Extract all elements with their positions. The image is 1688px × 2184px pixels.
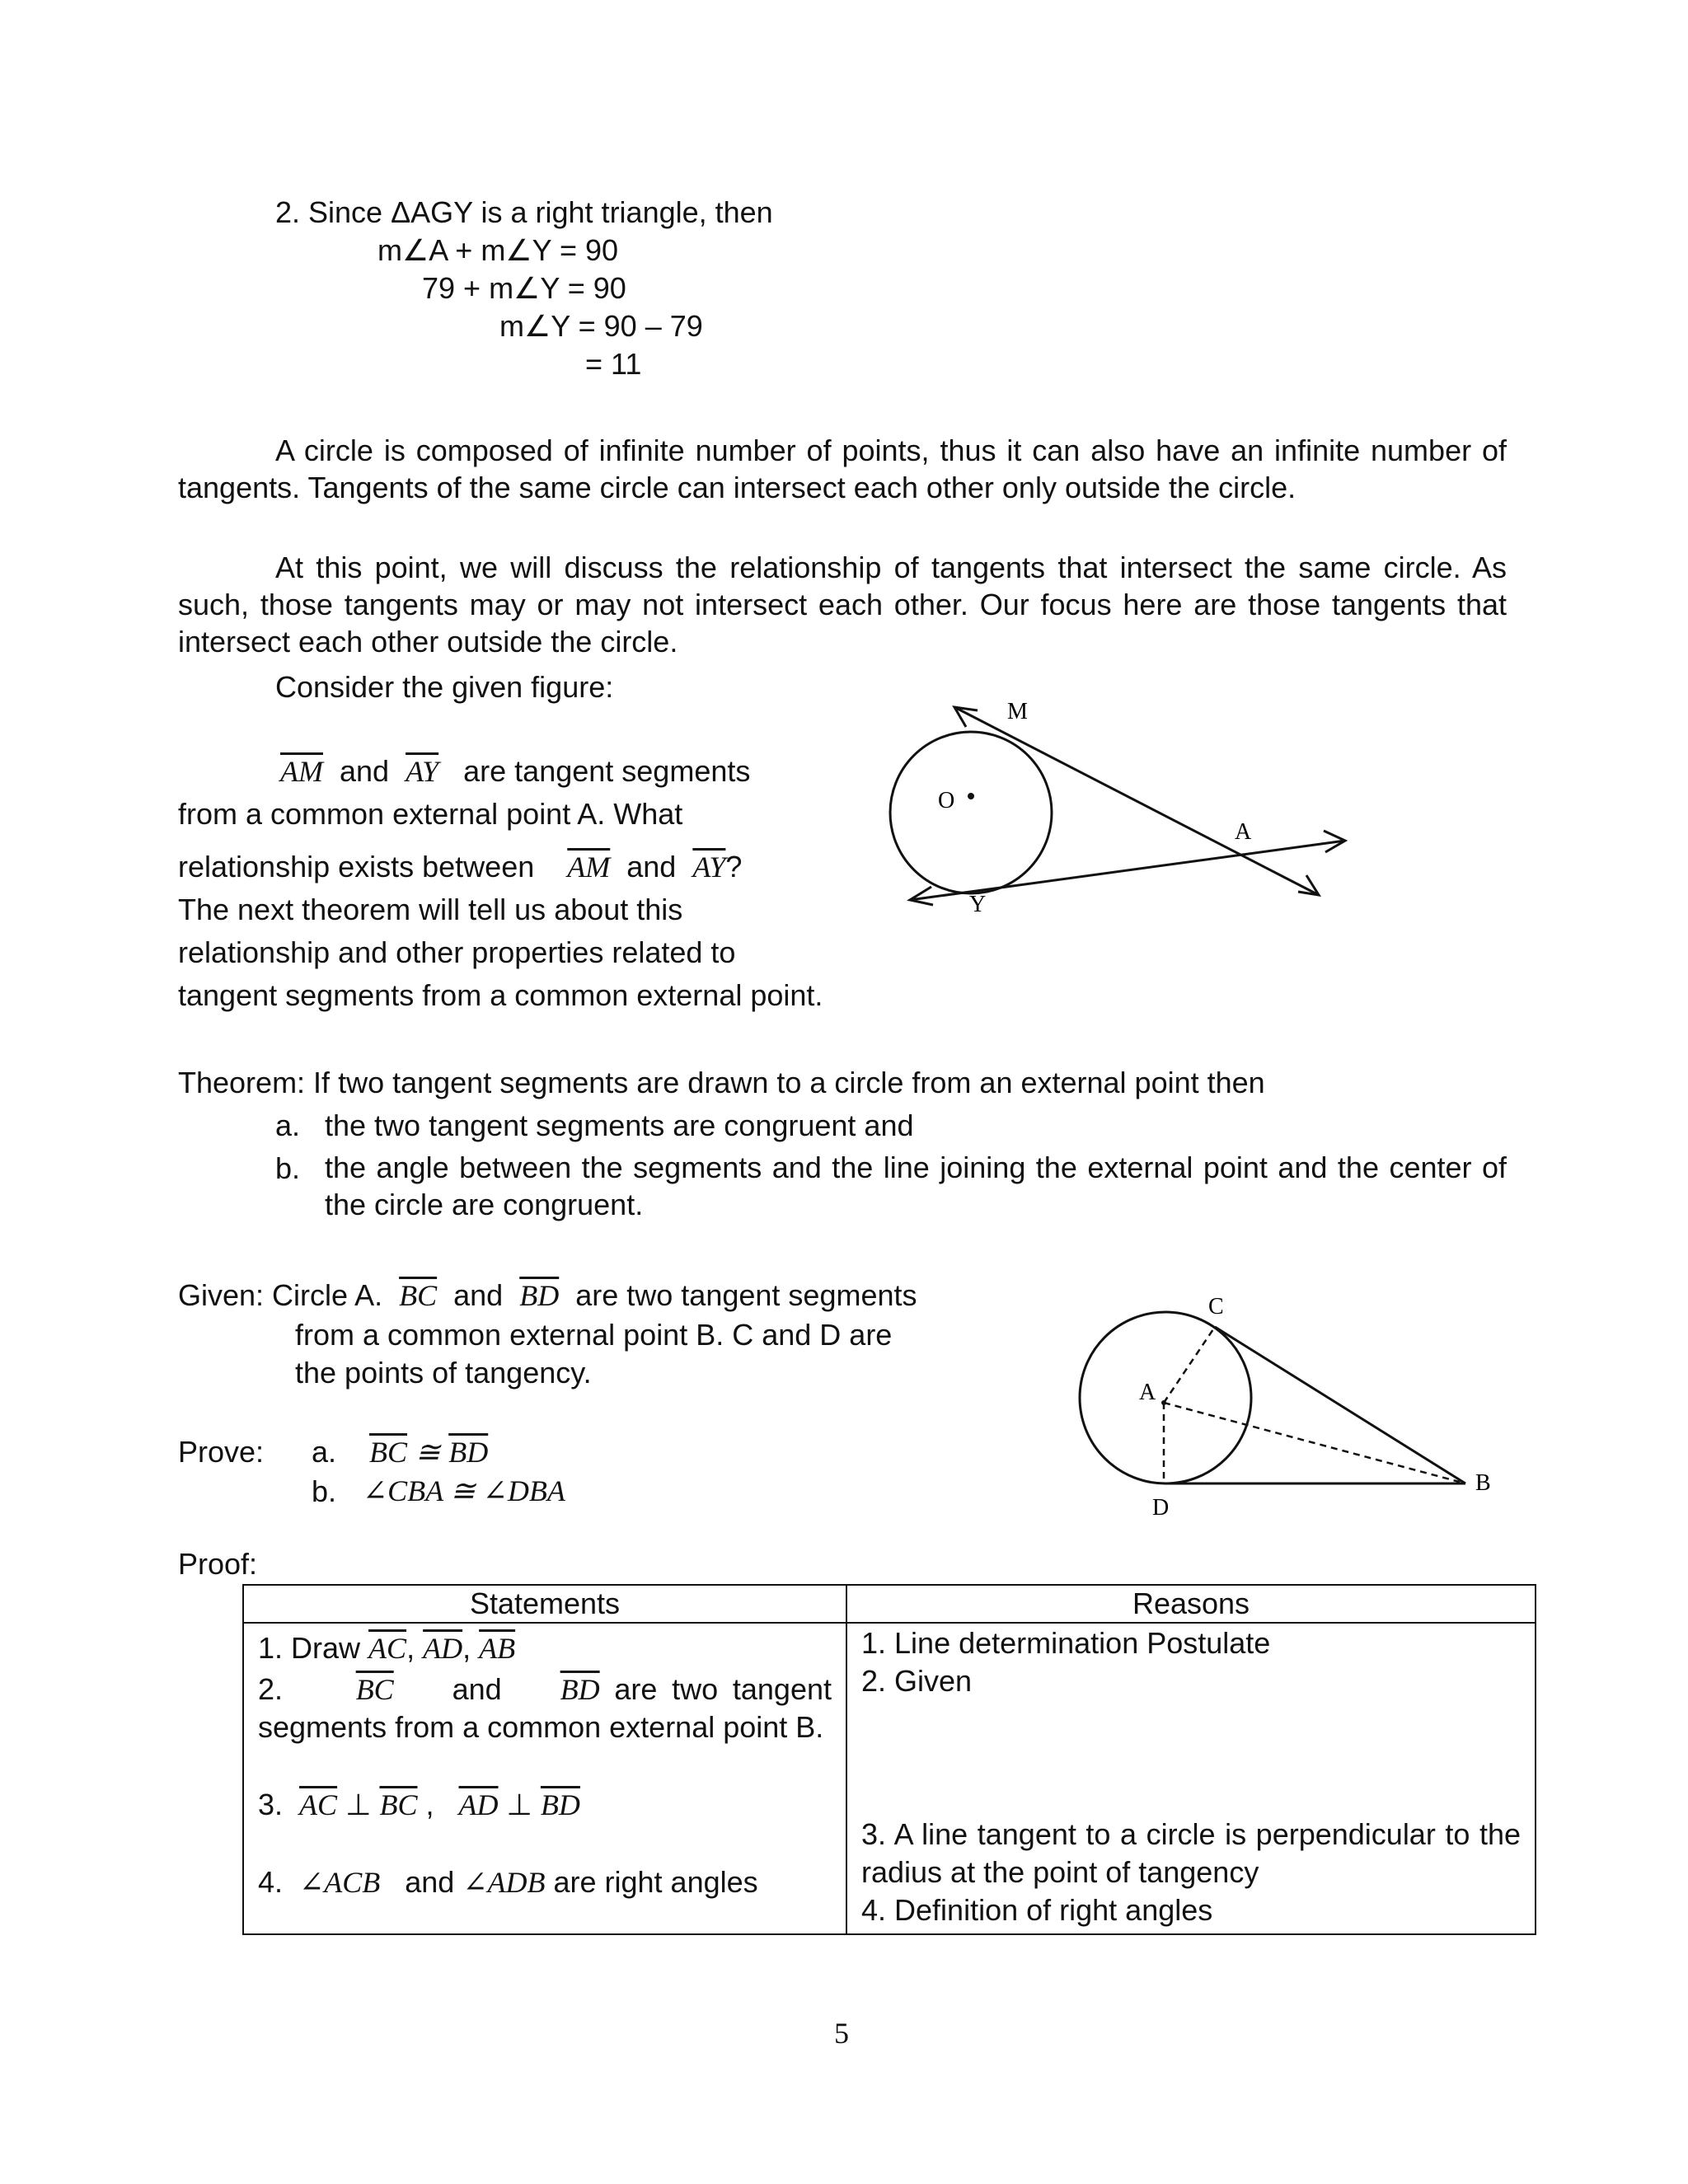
segment-am-2: $\overline{AM}$ xyxy=(567,851,611,883)
figure1-text-line3 xyxy=(178,849,742,885)
given-line3: the points of tangency. xyxy=(295,1356,592,1390)
center-point-a xyxy=(1161,1400,1166,1405)
and-text: and xyxy=(340,754,390,788)
angle-adb: ∠ADB xyxy=(462,1866,546,1899)
figure1-text-line5: relationship and other properties related to xyxy=(178,935,736,969)
statement-4 xyxy=(258,1863,832,1901)
statements-cell xyxy=(243,1623,846,1934)
comma: , xyxy=(406,1631,415,1665)
segment-bd: $\overline{BD}$ xyxy=(519,1279,560,1312)
statement-3-segment-ad: $\overline{AD}$ xyxy=(458,1788,499,1821)
label-c: C xyxy=(1208,1294,1224,1319)
radius-ac xyxy=(1164,1327,1215,1403)
example-eq3: m∠Y = 90 – 79 xyxy=(499,309,703,343)
center-point-o xyxy=(968,793,974,799)
example-intro: 2. Since ΔAGY is a right triangle, then xyxy=(275,195,773,229)
figure1-text-line4: The next theorem will tell us about this xyxy=(178,893,683,926)
segment-ay: $\overline{AY}$ xyxy=(406,755,439,788)
theorem-b-text: the angle between the segments and the line joining the external point and the center of the circle are congruent. xyxy=(325,1151,1507,1221)
comma: , xyxy=(462,1631,471,1665)
statement-4-and: and xyxy=(405,1865,455,1899)
prove-b-statement: ∠CBA ≅ ∠DBA xyxy=(363,1474,565,1507)
circle-a xyxy=(1080,1312,1251,1483)
label-b: B xyxy=(1475,1470,1491,1496)
prove-segment-bd: $\overline{BD}$ xyxy=(448,1436,489,1469)
tangent-segments-text: are tangent segments xyxy=(463,754,751,788)
statement-3 xyxy=(258,1786,832,1863)
statement-2-and: and xyxy=(452,1672,502,1706)
perpendicular-symbol: ⊥ xyxy=(506,1788,532,1821)
label-d: D xyxy=(1152,1495,1170,1521)
prove-a-statement xyxy=(369,1434,488,1470)
figure1-text-line6: tangent segments from a common external point. xyxy=(178,978,823,1012)
statement-3-segment-ac: $\overline{AC}$ xyxy=(299,1788,338,1821)
prove-label: Prove: xyxy=(178,1435,265,1469)
given-and: and xyxy=(453,1278,504,1312)
statement-3-number: 3. xyxy=(258,1788,284,1821)
congruent-symbol: ≅ xyxy=(415,1436,441,1469)
segment-ab-text: $\overline{AB}$ xyxy=(479,1632,516,1665)
perpendicular-symbol: ⊥ xyxy=(345,1788,372,1821)
reasons-cell xyxy=(846,1623,1536,1934)
statement-3-segment-bd: $\overline{BD}$ xyxy=(540,1788,580,1821)
statement-2-number: 2. xyxy=(258,1672,284,1706)
comma: , xyxy=(425,1788,434,1821)
and-text-2: and xyxy=(626,850,677,883)
theorem-b-marker: b. xyxy=(275,1151,301,1185)
label-y: Y xyxy=(969,892,987,917)
label-o: O xyxy=(938,788,955,813)
paragraph-discussion: At this point, we will discuss the relationship of tangents that intersect the same circle. As such, those tangents may or may not intersect each other. Our focus here are those tangents that intersect each other outside the circle. xyxy=(178,551,1507,658)
statement-1-prefix: 1. Draw xyxy=(258,1631,361,1665)
circle-o xyxy=(890,732,1052,893)
statement-4-number: 4. xyxy=(258,1865,284,1899)
segment-ay-2: $\overline{AY}$ xyxy=(692,851,726,883)
statement-2-segment-bd: $\overline{BD}$ xyxy=(560,1673,600,1706)
prove-b-marker: b. xyxy=(312,1474,337,1508)
example-eq4: = 11 xyxy=(585,347,642,381)
consider-figure-text: Consider the given figure: xyxy=(275,670,614,704)
given-line2: from a common external point B. C and D are xyxy=(295,1318,893,1352)
prove-segment-bc: $\overline{BC}$ xyxy=(369,1436,408,1469)
tangent-line-am xyxy=(954,707,1319,895)
proof-table xyxy=(242,1584,1536,1935)
angle-acb: ∠ACB xyxy=(299,1866,381,1899)
theorem-intro: Theorem: If two tangent segments are drawn to a circle from an external point then xyxy=(178,1066,1265,1099)
reason-3: 3. A line tangent to a circle is perpendicular to the radius at the point of tangency xyxy=(861,1817,1521,1889)
question-mark: ? xyxy=(725,850,743,883)
statement-2 xyxy=(258,1671,832,1786)
theorem-a-text: the two tangent segments are congruent and xyxy=(325,1108,914,1142)
statement-1 xyxy=(258,1629,832,1671)
relationship-text: relationship exists between xyxy=(178,850,535,883)
figure1-text-line2: from a common external point A. What xyxy=(178,797,683,831)
tangent-figure-1 xyxy=(874,692,1368,931)
statements-header: Statements xyxy=(243,1585,846,1623)
page-number: 5 xyxy=(834,2017,849,2050)
statement-2-segment-bc: $\overline{BC}$ xyxy=(355,1673,394,1706)
tangent-segment-bc xyxy=(1215,1327,1465,1483)
paragraph-circle-tangents: A circle is composed of infinite number of points, thus it can also have an infinite number of tangents. Tangents of the same circle can intersect each other only outside the circle. xyxy=(178,434,1507,504)
example-eq2: 79 + m∠Y = 90 xyxy=(422,271,626,305)
segment-ac: $\overline{AC}$ xyxy=(368,1632,407,1665)
segment-ad: $\overline{AD}$ xyxy=(423,1632,463,1665)
given-line1 xyxy=(178,1277,917,1314)
arrowhead-y xyxy=(910,887,933,905)
figure1-text-line1 xyxy=(280,753,750,790)
given-label: Given: Circle A. xyxy=(178,1278,383,1312)
proof-body-row xyxy=(243,1623,1536,1934)
segment-am: $\overline{AM}$ xyxy=(280,755,323,788)
label-m: M xyxy=(1007,699,1028,724)
reason-1: 1. Line determination Postulate xyxy=(861,1626,1271,1660)
label-a: A xyxy=(1235,819,1252,845)
reasons-header: Reasons xyxy=(846,1585,1536,1623)
proof-label: Proof: xyxy=(178,1547,258,1581)
proof-header-row xyxy=(243,1585,1536,1623)
statement-2-text: are two tangent segments from a common external point B. xyxy=(258,1672,832,1744)
given-tangent-text: are two tangent segments xyxy=(575,1278,917,1312)
reason-2: 2. Given xyxy=(861,1664,973,1698)
prove-a-marker: a. xyxy=(312,1435,337,1469)
label-a-center: A xyxy=(1139,1380,1156,1405)
reason-4: 4. Definition of right angles xyxy=(861,1893,1213,1927)
tangent-figure-2 xyxy=(1071,1286,1517,1525)
example-eq1: m∠A + m∠Y = 90 xyxy=(377,233,619,267)
statement-4-text: are right angles xyxy=(553,1865,758,1899)
theorem-a-marker: a. xyxy=(275,1108,301,1142)
segment-bc: $\overline{BC}$ xyxy=(399,1279,438,1312)
statement-3-segment-bc: $\overline{BC}$ xyxy=(379,1788,418,1821)
